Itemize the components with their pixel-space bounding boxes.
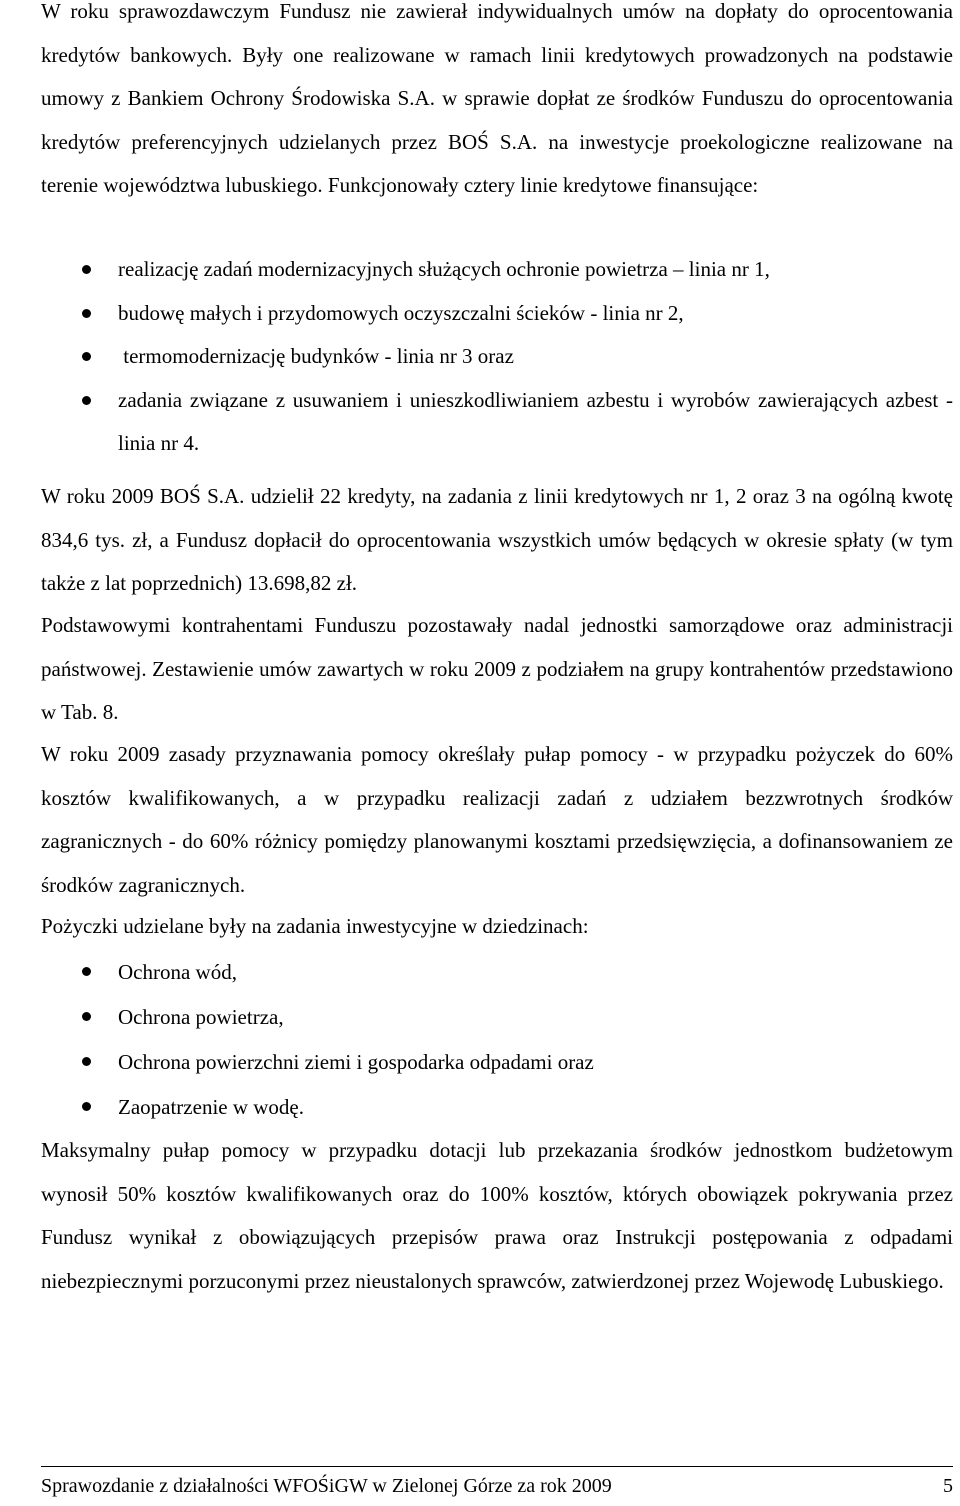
list-item: termomodernizację budynków - linia nr 3 oraz — [0, 335, 960, 379]
list-item: realizację zadań modernizacyjnych służących ochronie powietrza – linia nr 1, — [0, 248, 960, 292]
paragraph-contractors: Podstawowymi kontrahentami Funduszu pozostawały nadal jednostki samorządowe oraz administracji państwowej. Zestawienie umów zawartych w roku 2009 z podziałem na grupy kontrahentów przedstawiono w Tab. 8. — [41, 613, 953, 724]
bullet-icon — [82, 1012, 91, 1021]
paragraph-aid-rules: W roku 2009 zasady przyznawania pomocy określały pułap pomocy - w przypadku pożyczek do 60% kosztów kwalifikowanych, a w przypadku realizacji zadań z udziałem bezzwrotnych środków zagranicznych - do 60% różnicy pomiędzy planowanymi kosztami przedsięwzięcia, a dofinansowaniem ze środków zagranicznych. — [41, 742, 953, 897]
credit-lines-list — [0, 248, 960, 466]
footer-divider — [41, 1466, 953, 1467]
page-number: 5 — [943, 1475, 953, 1497]
paragraph-max-aid: Maksymalny pułap pomocy w przypadku dotacji lub przekazania środków jednostkom budżetowym wynosił 50% kosztów kwalifikowanych oraz do 100% kosztów, których obowiązek pokrywania przez Fundusz wynikał z obowiązujących przepisów prawa oraz Instrukcji postępowania z odpadami niebezpiecznymi porzuconymi przez nieustalonych sprawców, zatwierdzonej przez Wojewodę Lubuskiego. — [41, 1138, 953, 1293]
list-item: budowę małych i przydomowych oczyszczalni ścieków - linia nr 2, — [0, 292, 960, 336]
bullet-icon — [82, 1102, 91, 1111]
paragraph-loans-intro: Pożyczki udzielane były na zadania inwestycyjne w dziedzinach: — [41, 914, 589, 938]
bullet-icon — [82, 265, 91, 274]
list-item: Ochrona powierzchni ziemi i gospodarka odpadami oraz — [0, 1040, 960, 1085]
list-item: zadania związane z usuwaniem i unieszkodliwianiem azbestu i wyrobów zawierających azbest - linia nr 4. — [0, 379, 960, 466]
bullet-icon — [82, 396, 91, 405]
bullet-icon — [82, 1057, 91, 1066]
list-item: Ochrona powietrza, — [0, 995, 960, 1040]
bullet-icon — [82, 352, 91, 361]
paragraph-subsidies-intro: W roku sprawozdawczym Fundusz nie zawierał indywidualnych umów na dopłaty do oprocentowania kredytów bankowych. Były one realizowane w ramach linii kredytowych prowadzonych na podstawie umowy z Bankiem Ochrony Środowiska S.A. w sprawie dopłat ze środków Funduszu do oprocentowania kredytów preferencyjnych udzielanych przez BOŚ S.A. na inwestycje proekologiczne realizowane na terenie województwa lubuskiego. Funkcjonowały cztery linie kredytowe finansujące: — [41, 0, 953, 197]
paragraph-bos-credits: W roku 2009 BOŚ S.A. udzielił 22 kredyty, na zadania z linii kredytowych nr 1, 2 oraz 3 na ogólną kwotę 834,6 tys. zł, a Fundusz dopłacił do oprocentowania wszystkich umów będących w okresie spłaty (w tym także z lat poprzednich) 13.698,82 zł. — [41, 484, 953, 595]
list-item: Ochrona wód, — [0, 950, 960, 995]
footer-title: Sprawozdanie z działalności WFOŚiGW w Zielonej Górze za rok 2009 — [41, 1475, 612, 1497]
loan-domains-list — [0, 950, 960, 1130]
list-item: Zaopatrzenie w wodę. — [0, 1085, 960, 1130]
bullet-icon — [82, 309, 91, 318]
bullet-icon — [82, 967, 91, 976]
